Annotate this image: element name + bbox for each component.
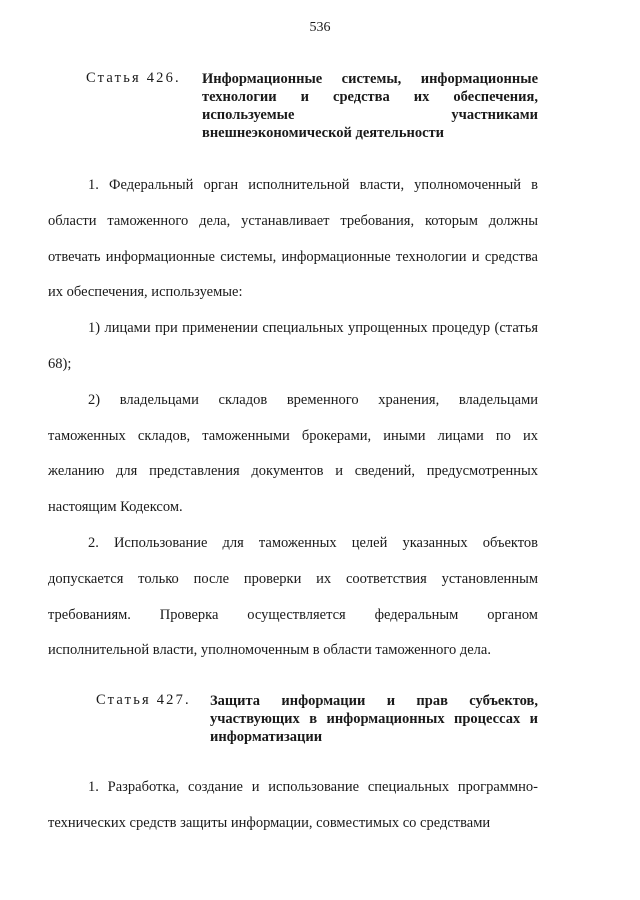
- paragraph: 2. Использование для таможенных целей указанных объектов допускается только после проверки их соответствия установленным требованиям. Проверка осуществляется федеральным органом исполнительной власти, уполномоченным в области таможенного дела.: [48, 534, 538, 659]
- paragraph: 1) лицами при применении специальных упрощенных процедур (статья 68);: [48, 320, 538, 372]
- paragraph: 1. Федеральный орган исполнительной власти, уполномоченный в области таможенного дела, устанавливает требования, которым должны отвечать информационные системы, информационные технологии и средства их обеспечения, используемые:: [48, 177, 538, 301]
- article-426-heading: [86, 70, 538, 142]
- article-426-title: Информационные системы, информационные технологии и средства их обеспечения, используемые участниками внешнеэкономической деятельности: [202, 71, 538, 141]
- article-426-label: Статья 426.: [86, 70, 181, 86]
- article-427-title: Защита информации и прав субъектов, участвующих в информационных процессах и информатизации: [210, 693, 538, 745]
- paragraph: 1. Разработка, создание и использование специальных программно-технических средств защиты информации, совместимых со средствами: [48, 779, 538, 831]
- article-427-body: [48, 770, 538, 842]
- paragraph: 2) владельцами складов временного хранения, владельцами таможенных складов, таможенными брокерами, иными лицами по их желанию для представления документов и сведений, предусмотренных настоящим Кодексом.: [48, 391, 538, 516]
- article-426-body: [48, 168, 538, 669]
- article-427-heading: [96, 692, 538, 746]
- page-number: 536: [309, 20, 331, 35]
- article-427-label: Статья 427.: [96, 692, 191, 708]
